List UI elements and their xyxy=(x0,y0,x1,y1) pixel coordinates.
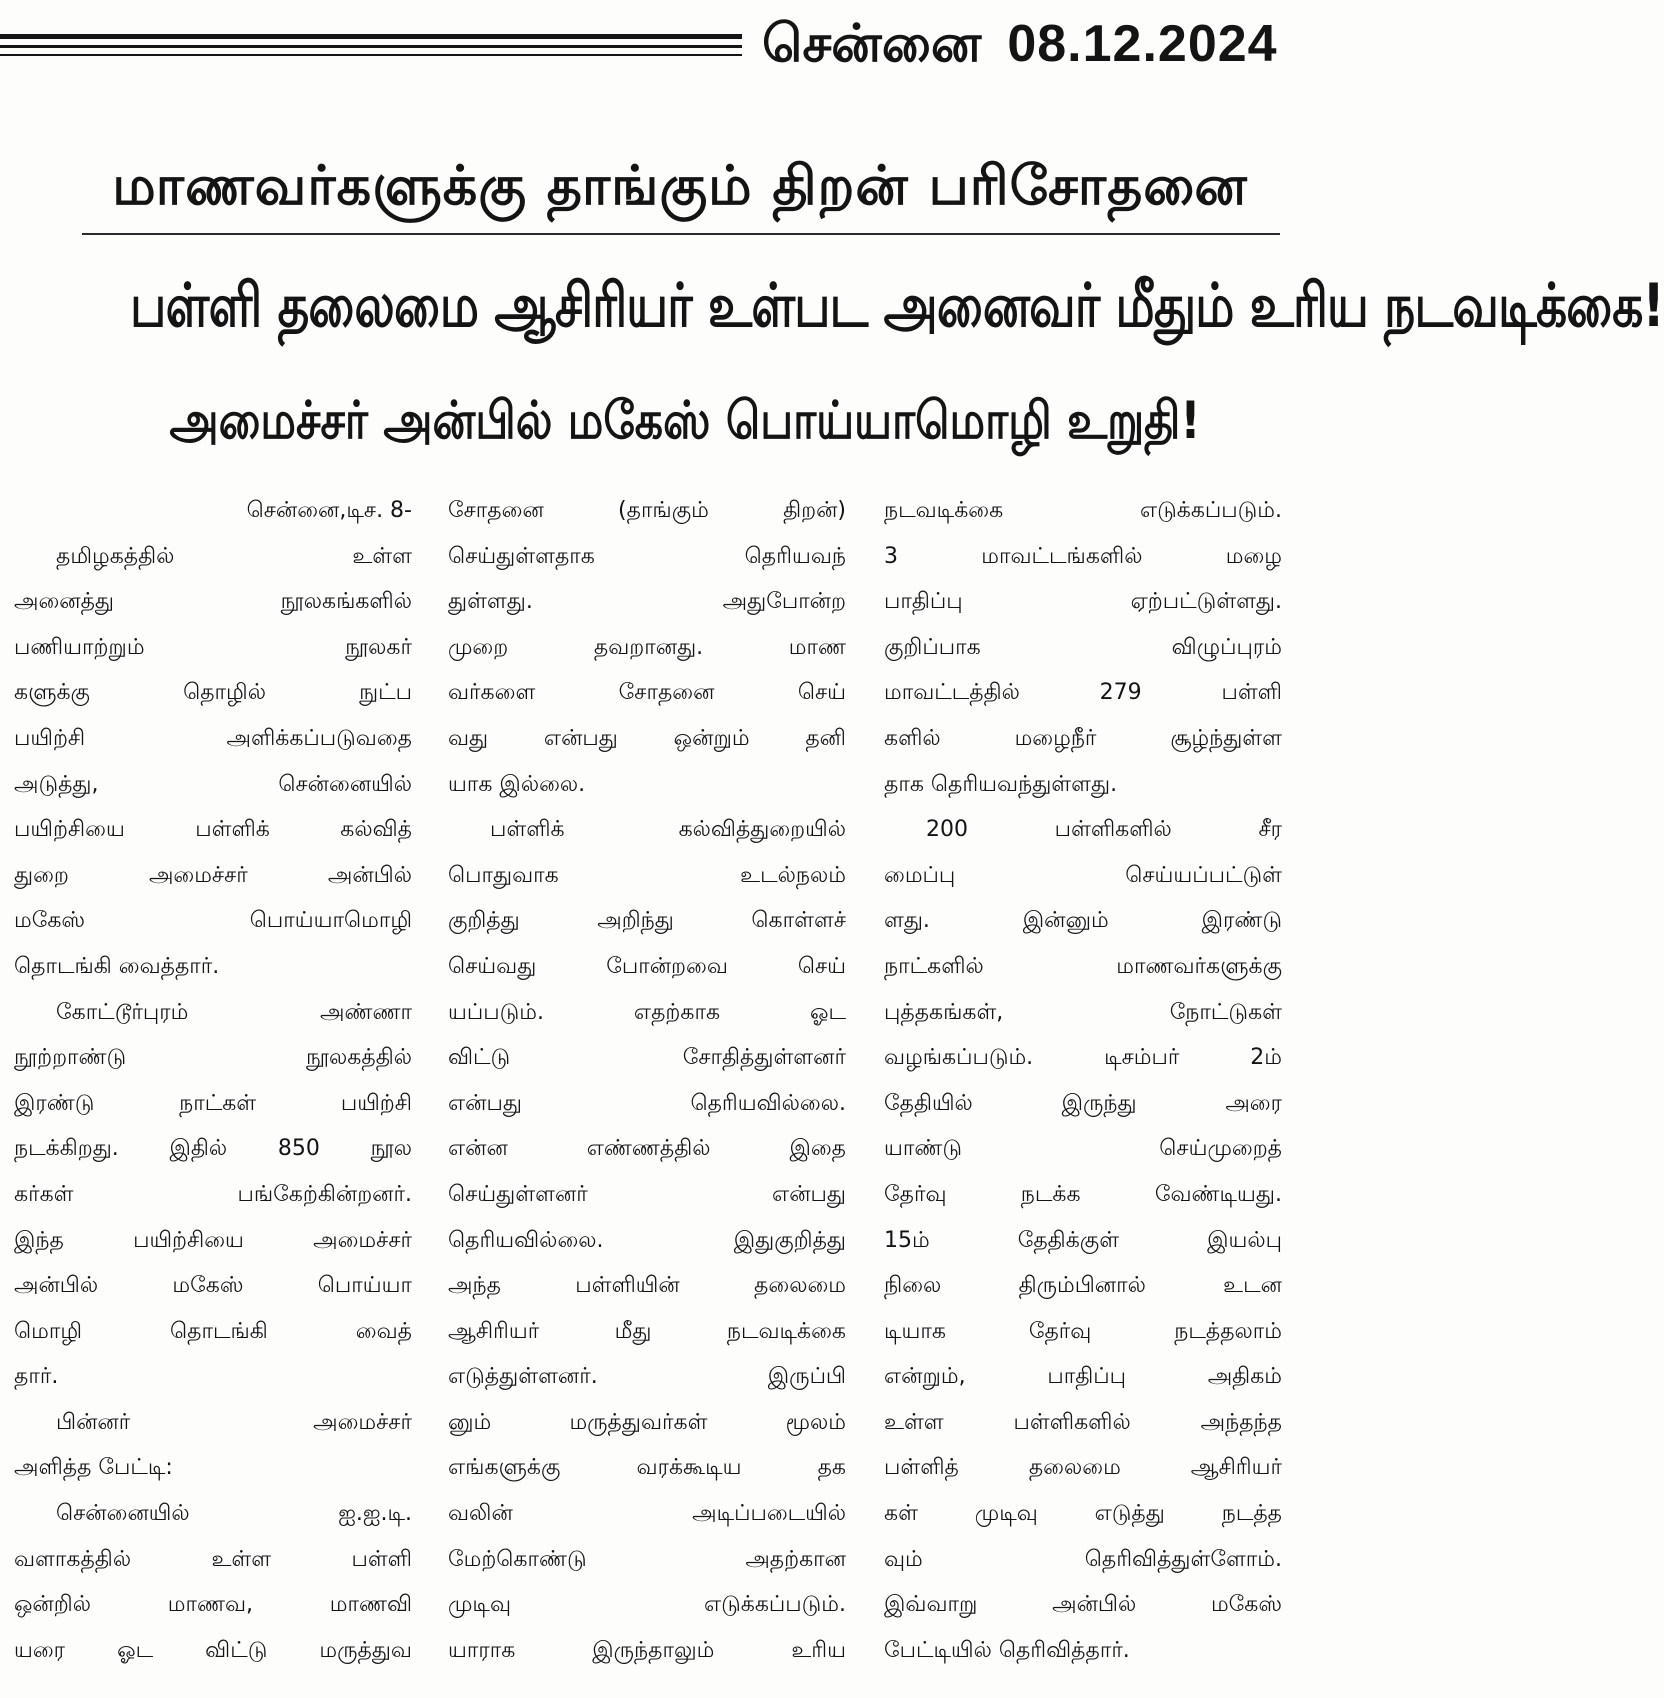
headline-kicker: மாணவர்களுக்கு தாங்கும் திறன் பரிசோதனை xyxy=(112,154,1248,217)
article-line: யாராக இருந்தாலும் உரிய xyxy=(448,1637,846,1663)
headline-sub: அமைச்சர் அன்பில் மகேஸ் பொய்யாமொழி உறுதி! xyxy=(169,391,1201,451)
article-line: பேட்டியில் தெரிவித்தார். xyxy=(884,1637,1130,1663)
article-line: முறை தவறானது. மாண xyxy=(448,634,846,660)
article-line: என்ன எண்ணத்தில் இதை xyxy=(448,1136,846,1162)
article-line: யப்படும். எதற்காக ஓட xyxy=(448,999,846,1025)
article-line: வர்களை சோதனை செய் xyxy=(448,680,846,706)
article-line: நிலை திரும்பினால் உடன xyxy=(884,1273,1282,1299)
article-line: எங்களுக்கு வரக்கூடிய தக xyxy=(448,1455,846,1481)
article-line: மேற்கொண்டு அதற்கான xyxy=(448,1546,846,1572)
article-line: தாக தெரியவந்துள்ளது. xyxy=(884,771,1118,797)
article-line: மாவட்டத்தில் 279 பள்ளி xyxy=(884,680,1282,706)
article-line: நடக்கிறது. இதில் 850 நூல xyxy=(14,1136,412,1162)
dateline-city: சென்னை xyxy=(762,14,982,74)
article-line: பொதுவாக உடல்நலம் xyxy=(448,862,846,888)
article-line: துள்ளது. அதுபோன்ற xyxy=(448,589,846,615)
article-line: விட்டு சோதித்துள்ளனர் xyxy=(448,1045,846,1071)
article-column-1 xyxy=(14,488,412,1673)
headline-main: பள்ளி தலைமை ஆசிரியர் உள்பட அனைவர் மீதும் உரிய நடவடிக்கை! xyxy=(130,271,1664,341)
article-line: பின்னர் அமைச்சர் xyxy=(56,1409,412,1435)
article-line: இரண்டு நாட்கள் பயிற்சி xyxy=(14,1090,412,1116)
masthead-rules xyxy=(0,34,742,56)
rule-line xyxy=(0,45,742,48)
article-line: அனைத்து நூலகங்களில் xyxy=(14,589,412,615)
article-line: அந்த பள்ளியின் தலைமை xyxy=(448,1273,846,1299)
article-line: எடுத்துள்ளனர். இருப்பி xyxy=(448,1364,846,1390)
article-line: குறித்து அறிந்து கொள்ளச் xyxy=(448,908,846,934)
rule-line xyxy=(0,34,742,39)
article-line: துறை அமைச்சர் அன்பில் xyxy=(14,862,412,888)
dateline-date: 08.12.2024 xyxy=(1007,15,1278,73)
article-line: பாதிப்பு ஏற்பட்டுள்ளது. xyxy=(884,589,1282,615)
article-line: கள் முடிவு எடுத்து நடத்த xyxy=(884,1501,1282,1527)
article-line: உள்ள பள்ளிகளில் அந்தந்த xyxy=(884,1409,1282,1435)
article-line: தேதியில் இருந்து அரை xyxy=(884,1090,1282,1116)
rule-line xyxy=(0,54,742,56)
article-line: என்றும், பாதிப்பு அதிகம் xyxy=(884,1364,1282,1390)
article-line: தமிழகத்தில் உள்ள xyxy=(56,543,412,569)
article-line: டியாக தேர்வு நடத்தலாம் xyxy=(884,1318,1282,1344)
article-line: அளித்த பேட்டி: xyxy=(14,1455,173,1481)
article-line: தெரியவில்லை. இதுகுறித்து xyxy=(448,1227,846,1253)
article-line: தொடங்கி வைத்தார். xyxy=(14,953,220,979)
article-line: இந்த பயிற்சியை அமைச்சர் xyxy=(14,1227,412,1253)
article-line: மைப்பு செய்யப்பட்டுள் xyxy=(884,862,1282,888)
article-column-2 xyxy=(448,488,846,1673)
article-line: கோட்டூர்புரம் அண்ணா xyxy=(56,999,412,1025)
article-line: வழங்கப்படும். டிசம்பர் 2ம் xyxy=(884,1045,1282,1071)
article-line: ஆசிரியர் மீது நடவடிக்கை xyxy=(448,1318,846,1344)
article-line: யரை ஓட விட்டு மருத்துவ xyxy=(14,1637,412,1663)
article-line: சென்னை,டிச. 8- xyxy=(246,498,412,523)
article-line: நாட்களில் மாணவர்களுக்கு xyxy=(884,953,1282,979)
article-line: அன்பில் மகேஸ் பொய்யா xyxy=(14,1273,412,1299)
article-line: தேர்வு நடக்க வேண்டியது. xyxy=(884,1181,1282,1207)
article-line: 15ம் தேதிக்குள் இயல்பு xyxy=(884,1227,1282,1253)
article-line: செய்துள்ளதாக தெரியவந் xyxy=(448,543,846,569)
article-line: என்பது தெரியவில்லை. xyxy=(448,1090,846,1116)
article-line: செய்துள்ளனர் என்பது xyxy=(448,1181,846,1207)
article-line: குறிப்பாக விழுப்புரம் xyxy=(884,634,1282,660)
article-line: கர்கள் பங்கேற்கின்றனர். xyxy=(14,1181,412,1207)
kicker-divider xyxy=(82,233,1280,235)
article-line: புத்தகங்கள், நோட்டுகள் xyxy=(884,999,1282,1025)
article-line: செய்வது போன்றவை செய் xyxy=(448,953,846,979)
article-line: வும் தெரிவித்துள்ளோம். xyxy=(884,1546,1282,1572)
article-line: களுக்கு தொழில் நுட்ப xyxy=(14,680,412,706)
article-line: வது என்பது ஒன்றும் தனி xyxy=(448,725,846,751)
article-line: னும் மருத்துவர்கள் மூலம் xyxy=(448,1409,846,1435)
article-line: பள்ளிக் கல்வித்துறையில் xyxy=(490,817,846,843)
article-line: மகேஸ் பொய்யாமொழி xyxy=(14,908,412,934)
article-line: வலின் அடிப்படையில் xyxy=(448,1501,846,1527)
article-line: இவ்வாறு அன்பில் மகேஸ் xyxy=(884,1592,1282,1618)
article-line: பயிற்சியை பள்ளிக் கல்வித் xyxy=(14,817,412,843)
article-line: முடிவு எடுக்கப்படும். xyxy=(448,1592,846,1618)
article-line: 3 மாவட்டங்களில் மழை xyxy=(884,543,1282,569)
article-line: வளாகத்தில் உள்ள பள்ளி xyxy=(14,1546,412,1572)
article-line: தார். xyxy=(14,1364,59,1390)
article-line: சென்னையில் ஐ.ஐ.டி. xyxy=(56,1501,412,1527)
article-line: யாக இல்லை. xyxy=(448,771,586,797)
article-line: அடுத்து, சென்னையில் xyxy=(14,771,412,797)
article-line: பள்ளித் தலைமை ஆசிரியர் xyxy=(884,1455,1282,1481)
article-line: பணியாற்றும் நூலகர் xyxy=(14,634,412,660)
article-line: யாண்டு செய்முறைத் xyxy=(884,1136,1282,1162)
article-line: நடவடிக்கை எடுக்கப்படும். xyxy=(884,498,1282,523)
article-column-3 xyxy=(884,488,1282,1673)
article-line: பயிற்சி அளிக்கப்படுவதை xyxy=(14,725,412,751)
article-line: களில் மழைநீர் சூழ்ந்துள்ள xyxy=(884,725,1282,751)
dateline xyxy=(762,8,1358,80)
article-line: 200 பள்ளிகளில் சீர xyxy=(926,817,1282,843)
article-line: ஒன்றில் மாணவ, மாணவி xyxy=(14,1592,412,1618)
article-line: ளது. இன்னும் இரண்டு xyxy=(884,908,1282,934)
article-line: மொழி தொடங்கி வைத் xyxy=(14,1318,412,1344)
article-line: சோதனை (தாங்கும் திறன்) xyxy=(448,498,846,523)
article-line: நூற்றாண்டு நூலகத்தில் xyxy=(14,1045,412,1071)
